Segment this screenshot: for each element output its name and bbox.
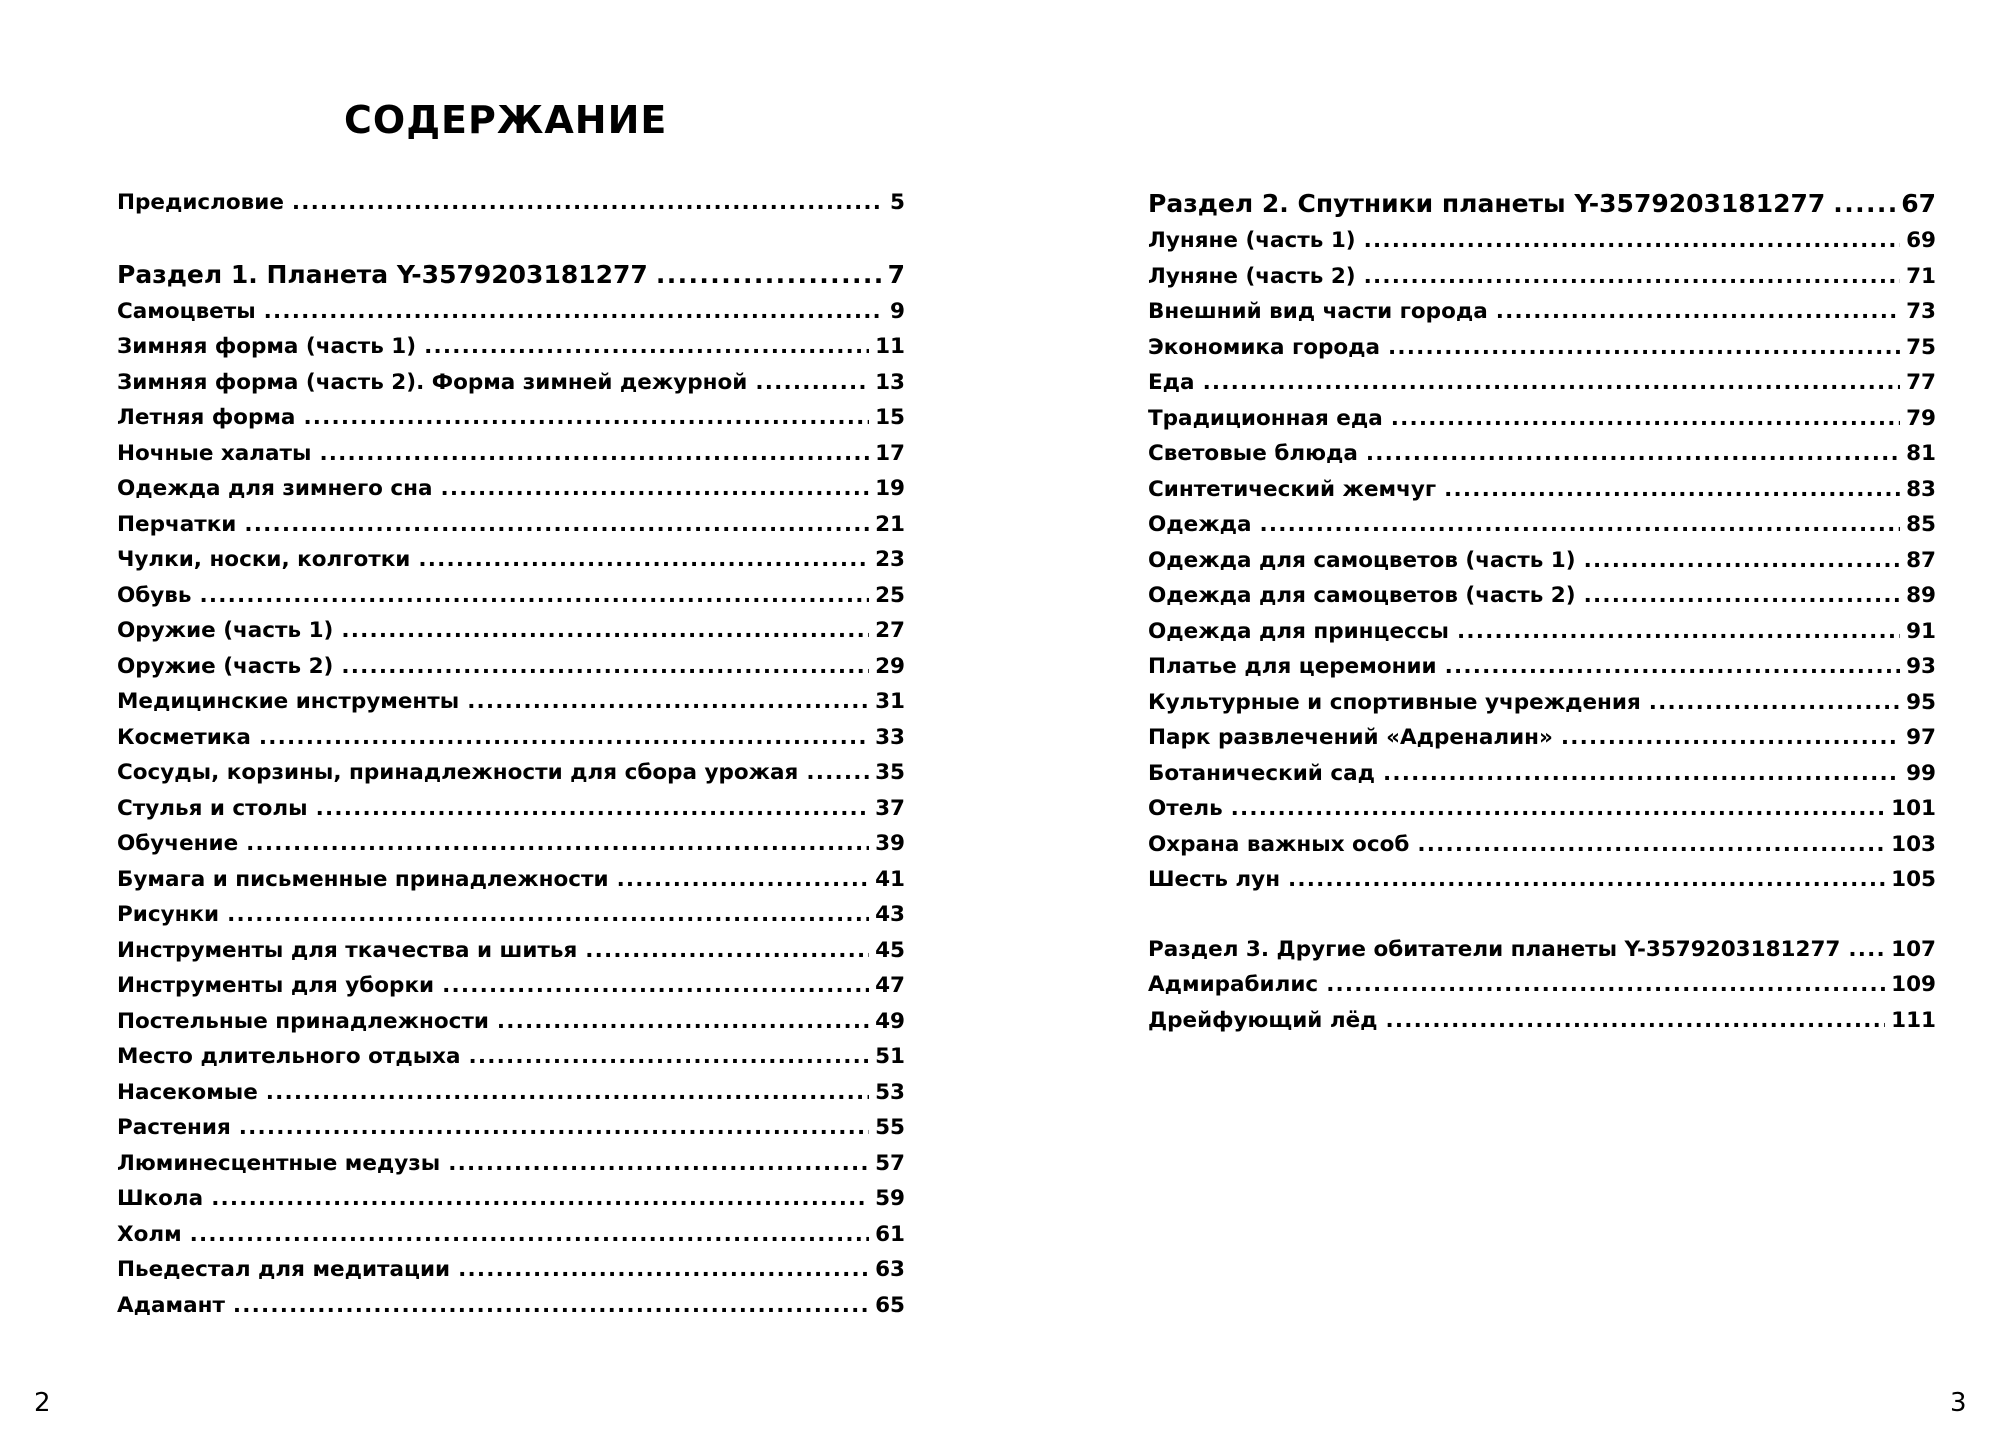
toc-entry-page: 35 xyxy=(875,760,905,785)
toc-entry-page: 89 xyxy=(1906,583,1936,608)
page-title: СОДЕРЖАНИЕ xyxy=(344,98,668,142)
toc-leader-dots xyxy=(200,578,870,614)
toc-entry-label: Луняне (часть 2) xyxy=(1148,263,1356,289)
toc-entry-page: 85 xyxy=(1906,512,1936,537)
toc-leader-dots xyxy=(1649,685,1900,721)
toc-leader-dots xyxy=(1445,649,1900,685)
toc-entry[interactable] xyxy=(117,542,905,578)
toc-entry-label: Одежда для зимнего сна xyxy=(117,476,433,501)
toc-entry-page: 99 xyxy=(1906,760,1936,786)
toc-entry[interactable] xyxy=(1148,827,1936,863)
toc-leader-dots xyxy=(239,1110,869,1146)
toc-entry[interactable] xyxy=(117,1252,905,1288)
toc-leader-dots xyxy=(755,365,869,401)
toc-entry[interactable] xyxy=(117,684,905,720)
toc-entry-label: Еда xyxy=(1148,370,1195,395)
toc-leader-dots xyxy=(316,791,869,827)
toc-leader-dots xyxy=(233,1288,869,1324)
toc-section-page: 67 xyxy=(1901,189,1936,218)
toc-entry-label: Самоцветы xyxy=(117,298,256,324)
toc-leader-dots xyxy=(1417,827,1885,863)
toc-entry[interactable] xyxy=(117,933,905,969)
toc-entry-label: Школа xyxy=(117,1186,204,1211)
toc-entry-label: Обучение xyxy=(117,831,239,856)
toc-entry-label: Шесть лун xyxy=(1148,867,1281,892)
toc-entry-page: 45 xyxy=(875,937,905,963)
toc-leader-dots xyxy=(656,256,882,294)
toc-leader-dots xyxy=(1326,967,1885,1003)
toc-entry-page: 33 xyxy=(875,724,905,750)
toc-leader-dots xyxy=(264,294,884,330)
toc-leader-dots xyxy=(1366,436,1900,472)
toc-entry-label: Рисунки xyxy=(117,902,220,927)
toc-entry[interactable] xyxy=(117,968,905,1004)
toc-entry[interactable] xyxy=(117,400,905,436)
toc-leader-dots xyxy=(227,897,869,933)
toc-section-1[interactable] xyxy=(117,256,905,294)
toc-entry-label: Оружие (часть 1) xyxy=(117,618,334,643)
toc-leader-dots xyxy=(1388,330,1900,366)
toc-section-page: 107 xyxy=(1891,936,1936,962)
toc-leader-dots xyxy=(1386,1003,1886,1039)
toc-entry-label: Обувь xyxy=(117,582,192,608)
toc-leader-dots xyxy=(1496,294,1900,330)
toc-entry[interactable] xyxy=(1148,401,1936,437)
toc-leader-dots xyxy=(418,542,869,578)
toc-entry-label: Отель xyxy=(1148,796,1223,821)
toc-leader-dots xyxy=(1364,223,1900,259)
toc-entry-page: 93 xyxy=(1906,654,1936,679)
toc-entry-page: 87 xyxy=(1906,547,1936,573)
toc-entry-label: Луняне (часть 1) xyxy=(1148,228,1356,253)
toc-entry[interactable] xyxy=(117,755,905,791)
toc-leader-dots xyxy=(1260,507,1901,543)
toc-entry-label: Экономика города xyxy=(1148,334,1381,360)
toc-entry[interactable] xyxy=(117,1110,905,1146)
toc-leader-dots xyxy=(1231,791,1885,827)
toc-entry[interactable] xyxy=(1148,507,1936,543)
toc-entry[interactable] xyxy=(1148,791,1936,827)
toc-entry[interactable] xyxy=(1148,330,1936,366)
toc-entry[interactable] xyxy=(117,862,905,898)
toc-entry-label: Одежда для принцессы xyxy=(1148,618,1449,644)
toc-entry-label: Оружие (часть 2) xyxy=(117,653,334,679)
toc-entry[interactable] xyxy=(117,1039,905,1075)
toc-entry-label: Парк развлечений «Адреналин» xyxy=(1148,725,1553,750)
toc-entry-page: 105 xyxy=(1891,867,1936,892)
toc-leader-dots xyxy=(424,329,869,365)
toc-entry-page: 29 xyxy=(875,653,905,679)
page-number-left: 2 xyxy=(34,1388,51,1418)
toc-entry-label: Стулья и столы xyxy=(117,795,308,821)
toc-left-column xyxy=(117,185,905,1323)
toc-entry-label: Охрана важных особ xyxy=(1148,831,1410,857)
toc-leader-dots xyxy=(259,720,869,756)
toc-entry-page: 39 xyxy=(875,831,905,856)
toc-entry-page: 47 xyxy=(875,973,905,998)
toc-leader-dots xyxy=(1584,543,1900,579)
toc-leader-dots xyxy=(244,507,869,543)
toc-entry[interactable] xyxy=(117,1146,905,1182)
toc-section-3[interactable] xyxy=(1148,932,1936,968)
toc-leader-dots xyxy=(1848,932,1885,968)
toc-leader-dots xyxy=(266,1075,869,1111)
toc-entry-page: 27 xyxy=(875,618,905,643)
toc-entry[interactable] xyxy=(117,649,905,685)
toc-entry-page: 59 xyxy=(875,1186,905,1211)
toc-entry-label: Чулки, носки, колготки xyxy=(117,547,411,572)
toc-leader-dots xyxy=(1444,472,1900,508)
toc-entry[interactable] xyxy=(1148,543,1936,579)
toc-leader-dots xyxy=(341,613,869,649)
toc-entry-page: 31 xyxy=(875,689,905,714)
page-number-right: 3 xyxy=(1950,1388,1967,1418)
toc-leader-dots xyxy=(190,1217,869,1253)
toc-leader-dots xyxy=(246,826,869,862)
toc-section-page: 7 xyxy=(887,259,905,289)
toc-entry[interactable] xyxy=(1148,436,1936,472)
toc-entry[interactable] xyxy=(117,329,905,365)
toc-leader-dots xyxy=(1391,401,1900,437)
toc-entry[interactable] xyxy=(1148,472,1936,508)
toc-leader-dots xyxy=(1288,862,1885,898)
toc-entry-page: 79 xyxy=(1906,405,1936,431)
toc-entry-label: Инструменты для уборки xyxy=(117,973,435,998)
toc-entry-label: Одежда xyxy=(1148,512,1252,537)
toc-entry-label: Косметика xyxy=(117,724,251,750)
toc-entry-label: Люминесцентные медузы xyxy=(117,1150,441,1176)
toc-entry[interactable] xyxy=(1148,365,1936,401)
toc-entry-page: 15 xyxy=(875,405,905,430)
toc-entry-label: Световые блюда xyxy=(1148,441,1358,466)
toc-entry-page: 11 xyxy=(875,334,905,359)
toc-leader-dots xyxy=(341,649,869,685)
toc-entry-label: Медицинские инструменты xyxy=(117,689,460,714)
toc-entry[interactable] xyxy=(117,578,905,614)
toc-entry[interactable] xyxy=(117,897,905,933)
toc-entry-label: Культурные и спортивные учреждения xyxy=(1148,689,1641,715)
toc-entry-page: 95 xyxy=(1906,689,1936,715)
toc-entry-label: Пьедестал для медитации xyxy=(117,1257,451,1282)
toc-entry-label: Место длительного отдыха xyxy=(117,1044,461,1069)
toc-section-2[interactable] xyxy=(1148,185,1936,223)
toc-entry-page: 49 xyxy=(875,1008,905,1034)
toc-leader-dots xyxy=(1561,720,1900,756)
toc-entry-label: Ботанический сад xyxy=(1148,760,1375,786)
toc-entry[interactable] xyxy=(117,720,905,756)
toc-entry-preface[interactable] xyxy=(117,185,905,221)
toc-entry-page: 53 xyxy=(875,1079,905,1105)
toc-entry[interactable] xyxy=(117,436,905,472)
toc-entry-page: 43 xyxy=(875,902,905,927)
toc-section-1-entries xyxy=(117,294,905,1324)
toc-entry-label: Платье для церемонии xyxy=(1148,654,1437,679)
toc-leader-dots xyxy=(467,684,869,720)
toc-entry[interactable] xyxy=(1148,756,1936,792)
toc-leader-dots xyxy=(448,1146,869,1182)
toc-entry-page: 51 xyxy=(875,1044,905,1069)
toc-entry-label: Постельные принадлежности xyxy=(117,1008,489,1034)
toc-entry-label: Перчатки xyxy=(117,511,237,537)
toc-entry[interactable] xyxy=(1148,862,1936,898)
toc-leader-dots xyxy=(458,1252,869,1288)
toc-entry-page: 101 xyxy=(1891,796,1936,821)
toc-leader-dots xyxy=(1584,578,1900,614)
toc-entry-label: Одежда для самоцветов (часть 2) xyxy=(1148,583,1576,608)
toc-entry[interactable] xyxy=(1148,685,1936,721)
toc-entry-page: 25 xyxy=(875,582,905,608)
toc-entry-label: Насекомые xyxy=(117,1079,258,1105)
toc-leader-dots xyxy=(617,862,870,898)
toc-entry[interactable] xyxy=(117,507,905,543)
toc-entry-page: 103 xyxy=(1891,831,1936,857)
toc-entry-page: 17 xyxy=(875,440,905,466)
toc-entry-page: 61 xyxy=(875,1221,905,1247)
toc-leader-dots xyxy=(292,185,884,221)
toc-leader-dots xyxy=(497,1004,869,1040)
toc-leader-dots xyxy=(441,471,870,507)
toc-entry-label: Бумага и письменные принадлежности xyxy=(117,866,609,892)
toc-entry-page: 55 xyxy=(875,1115,905,1140)
toc-entry-page: 109 xyxy=(1891,972,1936,997)
toc-entry-page: 41 xyxy=(875,866,905,892)
toc-entry-label: Зимняя форма (часть 1) xyxy=(117,334,417,359)
toc-entry[interactable] xyxy=(117,1181,905,1217)
toc-entry[interactable] xyxy=(117,1075,905,1111)
toc-entry-label: Летняя форма xyxy=(117,405,296,430)
toc-entry-page: 57 xyxy=(875,1150,905,1176)
toc-section-label: Раздел 1. Планета Y-3579203181277 xyxy=(117,259,648,289)
toc-leader-dots xyxy=(303,400,869,436)
toc-leader-dots xyxy=(1203,365,1901,401)
toc-entry[interactable] xyxy=(1148,294,1936,330)
toc-entry-label: Традиционная еда xyxy=(1148,405,1383,431)
toc-entry-page: 65 xyxy=(875,1292,905,1318)
toc-section-3-entries xyxy=(1148,967,1936,1038)
toc-entry[interactable] xyxy=(1148,649,1936,685)
toc-entry-label: Синтетический жемчуг xyxy=(1148,476,1437,502)
toc-leader-dots xyxy=(1383,756,1900,792)
toc-entry[interactable] xyxy=(117,471,905,507)
toc-section-label: Раздел 3. Другие обитатели планеты Y-3579203181277 xyxy=(1148,936,1841,962)
toc-leader-dots xyxy=(469,1039,870,1075)
toc-leader-dots xyxy=(1364,259,1900,295)
toc-entry[interactable] xyxy=(117,791,905,827)
toc-section-2-entries xyxy=(1148,223,1936,898)
toc-entry-label: Холм xyxy=(117,1221,182,1247)
toc-entry[interactable] xyxy=(117,294,905,330)
toc-entry-page: 37 xyxy=(875,795,905,821)
toc-entry-page: 21 xyxy=(875,511,905,537)
toc-entry[interactable] xyxy=(1148,223,1936,259)
toc-entry[interactable] xyxy=(117,613,905,649)
toc-leader-dots xyxy=(1833,185,1895,223)
toc-entry[interactable] xyxy=(1148,720,1936,756)
toc-entry-label: Адмирабилис xyxy=(1148,972,1319,997)
toc-entry[interactable] xyxy=(117,1217,905,1253)
toc-entry-page: 13 xyxy=(875,369,905,395)
toc-leader-dots xyxy=(806,755,869,791)
toc-section-label: Раздел 2. Спутники планеты Y-3579203181277 xyxy=(1148,189,1826,218)
toc-leader-dots xyxy=(585,933,869,969)
toc-entry-label: Растения xyxy=(117,1115,231,1140)
toc-entry-label: Сосуды, корзины, принадлежности для сбора урожая xyxy=(117,760,799,785)
toc-entry-page: 91 xyxy=(1906,618,1936,644)
toc-entry-page: 9 xyxy=(890,298,905,324)
toc-entry-label: Предисловие xyxy=(117,190,284,215)
toc-entry-label: Одежда для самоцветов (часть 1) xyxy=(1148,547,1576,573)
toc-leader-dots xyxy=(211,1181,869,1217)
toc-entry-page: 77 xyxy=(1906,370,1936,395)
toc-entry-page: 23 xyxy=(875,547,905,572)
toc-entry[interactable] xyxy=(117,826,905,862)
toc-entry[interactable] xyxy=(117,1004,905,1040)
toc-entry-label: Адамант xyxy=(117,1292,225,1318)
toc-entry-label: Дрейфующий лёд xyxy=(1148,1007,1378,1033)
toc-entry-label: Внешний вид части города xyxy=(1148,299,1488,324)
toc-leader-dots xyxy=(319,436,869,472)
toc-entry-page: 97 xyxy=(1906,725,1936,750)
toc-entry[interactable] xyxy=(1148,614,1936,650)
toc-entry-page: 111 xyxy=(1891,1007,1936,1033)
toc-entry-page: 71 xyxy=(1906,263,1936,289)
toc-entry-label: Ночные халаты xyxy=(117,440,312,466)
toc-leader-dots xyxy=(1457,614,1900,650)
toc-entry[interactable] xyxy=(1148,1003,1936,1039)
toc-entry-page: 73 xyxy=(1906,299,1936,324)
toc-entry[interactable] xyxy=(117,1288,905,1324)
toc-entry-page: 63 xyxy=(875,1257,905,1282)
toc-entry[interactable] xyxy=(1148,259,1936,295)
toc-entry-page: 5 xyxy=(890,190,905,215)
toc-entry-label: Зимняя форма (часть 2). Форма зимней дежурной xyxy=(117,369,748,395)
toc-entry-page: 83 xyxy=(1906,476,1936,502)
toc-entry-page: 81 xyxy=(1906,441,1936,466)
toc-entry[interactable] xyxy=(1148,578,1936,614)
toc-entry[interactable] xyxy=(1148,967,1936,1003)
toc-leader-dots xyxy=(442,968,869,1004)
toc-entry[interactable] xyxy=(117,365,905,401)
toc-entry-page: 69 xyxy=(1906,228,1936,253)
toc-right-column xyxy=(1148,185,1936,1038)
toc-entry-label: Инструменты для ткачества и шитья xyxy=(117,937,578,963)
toc-entry-page: 75 xyxy=(1906,334,1936,360)
toc-entry-page: 19 xyxy=(875,476,905,501)
